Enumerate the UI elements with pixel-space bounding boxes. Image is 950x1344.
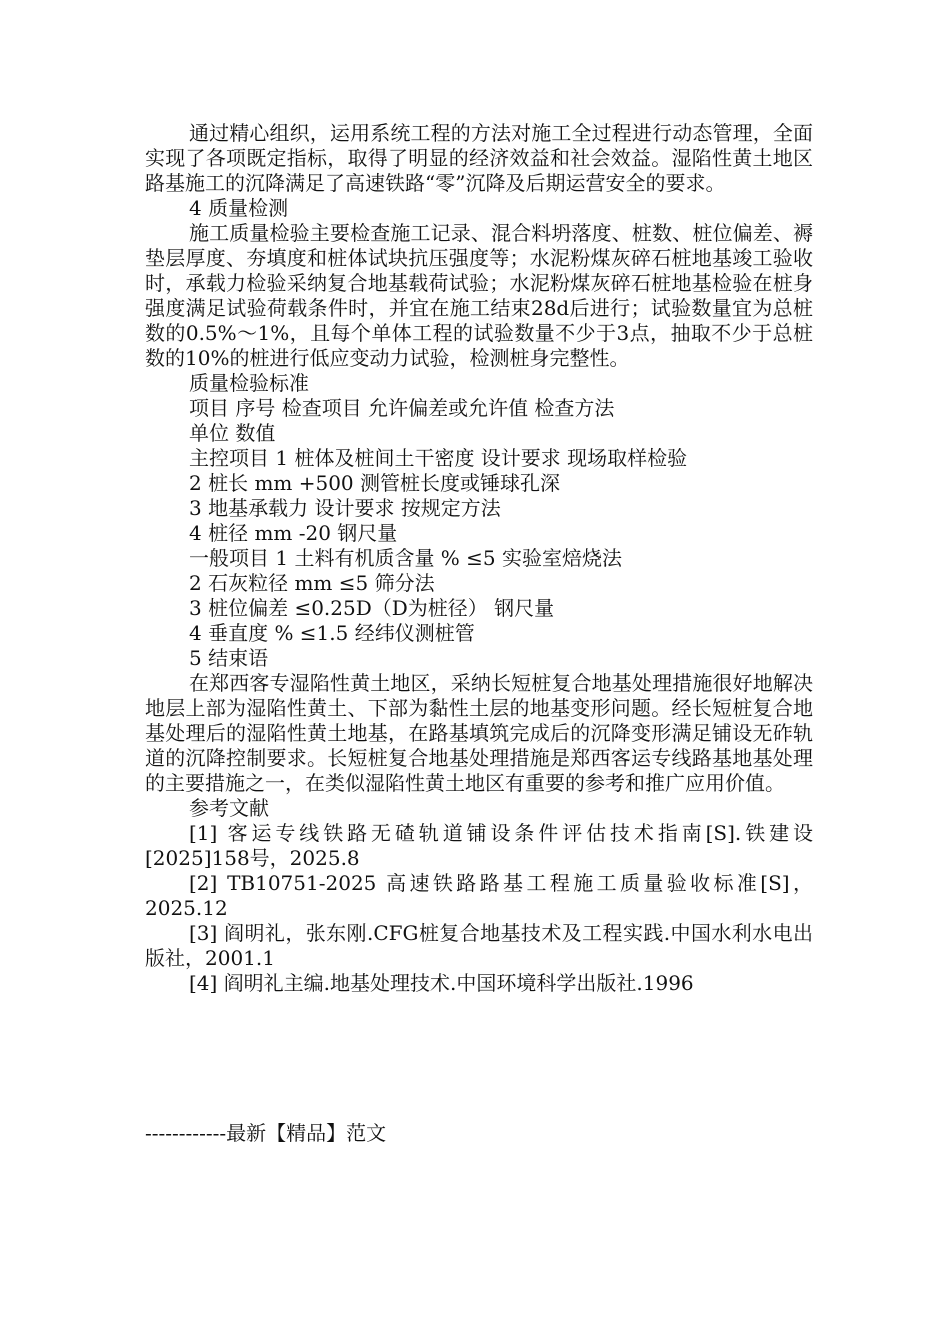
quality-paragraph: 施工质量检验主要检查施工记录、混合料坍落度、桩数、桩位偏差、褥垫层厚度、夯填度和桩体试块抗压强度等；水泥粉煤灰碎石桩地基竣工验收时，承载力检验采纳复合地基载荷试验；水泥粉煤灰碎石桩地基检验在桩身强度满足试验荷载条件时，并宜在施工结束28d后进行；试验数量宜为总桩数的0.5%～1%，且每个单体工程的试验数量不少于3点，抽取不少于总桩数的10%的桩进行低应变动力试验，检测桩身完整性。 <box>145 221 813 370</box>
table-line: 项目 序号 检查项目 允许偏差或允许值 检查方法 <box>189 396 615 420</box>
table-line: 一般项目 1 土料有机质含量 % ≤5 实验室焙烧法 <box>189 546 622 570</box>
table-line: 2 桩长 mm +500 测管桩长度或锤球孔深 <box>189 471 561 495</box>
references-heading: 参考文献 <box>189 796 269 820</box>
reference-item: [2] TB10751-2025 高速铁路路基工程施工质量验收标准[S]，2025.12 <box>145 871 813 920</box>
table-line: 2 石灰粒径 mm ≤5 筛分法 <box>189 571 435 595</box>
reference-item: [4] 阎明礼主编.地基处理技术.中国环境科学出版社.1996 <box>189 971 694 995</box>
document-body <box>145 121 813 996</box>
footer-tagline: ------------最新【精品】范文 <box>145 1121 387 1145</box>
table-line: 4 桩径 mm -20 钢尺量 <box>189 521 398 545</box>
section-heading-quality: 4 质量检测 <box>189 196 289 220</box>
reference-item: [3] 阎明礼，张东刚.CFG桩复合地基技术及工程实践.中国水利水电出版社，2001.1 <box>145 921 813 970</box>
table-line: 3 地基承载力 设计要求 按规定方法 <box>189 496 501 520</box>
table-line: 单位 数值 <box>189 421 276 445</box>
reference-item: [1] 客运专线铁路无碴轨道铺设条件评估技术指南[S].铁建设[2025]158号，2025.8 <box>145 821 813 870</box>
reference-list <box>145 821 813 996</box>
table-line: 主控项目 1 桩体及桩间土干密度 设计要求 现场取样检验 <box>189 446 688 470</box>
inspection-table <box>145 396 813 646</box>
table-line: 4 垂直度 % ≤1.5 经纬仪测桩管 <box>189 621 475 645</box>
section-heading-conclusion: 5 结束语 <box>189 646 269 670</box>
intro-paragraph: 通过精心组织，运用系统工程的方法对施工全过程进行动态管理，全面实现了各项既定指标，取得了明显的经济效益和社会效益。湿陷性黄土地区路基施工的沉降满足了高速铁路“零”沉降及后期运营安全的要求。 <box>145 121 813 195</box>
conclusion-paragraph: 在郑西客专湿陷性黄土地区，采纳长短桩复合地基处理措施很好地解决地层上部为湿陷性黄土、下部为黏性土层的地基变形问题。经长短桩复合地基处理后的湿陷性黄土地基，在路基填筑完成后的沉降变形满足铺设无砟轨道的沉降控制要求。长短桩复合地基处理措施是郑西客运专线路基地基处理的主要措施之一，在类似湿陷性黄土地区有重要的参考和推广应用价值。 <box>145 671 813 795</box>
table-title: 质量检验标准 <box>189 371 309 395</box>
table-line: 3 桩位偏差 ≤0.25D（D为桩径） 钢尺量 <box>189 596 555 620</box>
